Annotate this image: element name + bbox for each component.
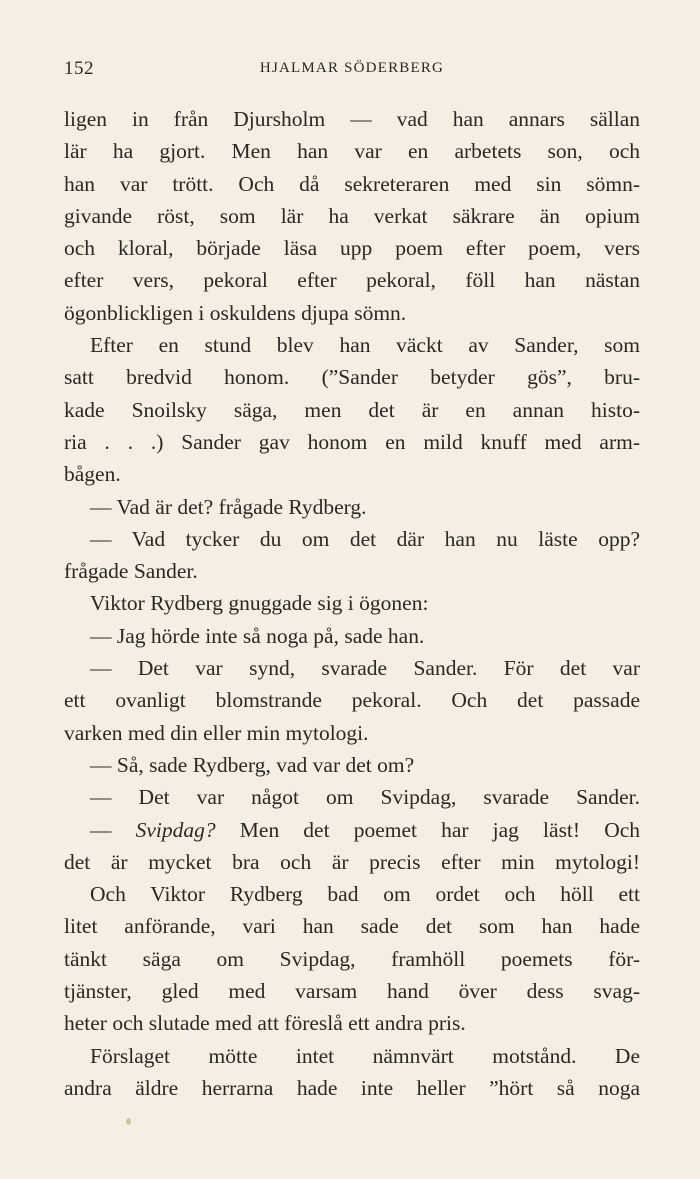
text-line-italic — [64, 814, 640, 846]
running-head: HJALMAR SÖDERBERG — [259, 60, 445, 76]
text-line: frågade Sander. — [64, 559, 198, 584]
text-line: tänkt säga om Svipdag, framhöll poemets för- — [64, 946, 640, 971]
text-line: ligen in från Djursholm — vad han annars sällan — [64, 107, 640, 131]
text-line: ria . . .) Sander gav honom en mild knuff med arm- — [64, 429, 640, 454]
text-line: — Jag hörde inte så noga på, sade han. — [90, 623, 425, 648]
page-header — [64, 58, 640, 88]
text-line: Och Viktor Rydberg bad om ordet och höll ett — [90, 882, 640, 907]
text-line: ögonblickligen i oskuldens djupa sömn. — [64, 300, 407, 325]
text-line: och kloral, började läsa upp poem efter poem, vers — [64, 236, 640, 261]
text-line: han var trött. Och då sekreteraren med sin sömn- — [64, 171, 640, 196]
text-line: det är mycket bra och är precis efter min mytologi! — [64, 849, 640, 874]
dash-prefix: — — [90, 817, 136, 842]
text-line: tjänster, gled med varsam hand över dess svag- — [64, 979, 640, 1004]
body-text — [64, 103, 640, 1104]
text-line: varken med din eller min mytologi. — [64, 720, 369, 745]
text-line: — Det var synd, svarade Sander. För det var — [90, 656, 640, 681]
page-number: 152 — [64, 58, 94, 79]
text-line: heter och slutade med att föreslå ett andra pris. — [64, 1011, 466, 1036]
text-line: — Så, sade Rydberg, vad var det om? — [90, 752, 415, 777]
space-suffix — [216, 818, 240, 842]
text-line: Viktor Rydberg gnuggade sig i ögonen: — [90, 591, 429, 616]
paper-speck — [126, 1118, 131, 1125]
text-line: kade Snoilsky säga, men det är en annan histo- — [64, 397, 640, 422]
text-line: — Vad tycker du om det där han nu läste opp? — [90, 526, 640, 551]
text-line: bågen. — [64, 462, 121, 487]
text-line: andra äldre herrarna hade inte heller ”hört så noga — [64, 1075, 640, 1100]
text-line: Förslaget mötte intet nämnvärt motstånd. De — [90, 1043, 640, 1068]
text-line: efter vers, pekoral efter pekoral, föll han nästan — [64, 268, 640, 293]
text-line: satt bredvid honom. (”Sander betyder gös”, bru- — [64, 365, 640, 390]
text-line: — Vad är det? frågade Rydberg. — [90, 494, 367, 519]
text-line: Efter en stund blev han väckt av Sander, som — [90, 333, 640, 358]
text-line: ett ovanligt blomstrande pekoral. Och det passade — [64, 688, 640, 713]
text-line: — Det var något om Svipdag, svarade Sander. — [90, 785, 640, 810]
text-line: litet anförande, vari han sade det som han hade — [64, 914, 640, 939]
text-line-rest: Men det poemet har jag läst! Och — [239, 817, 641, 842]
text-line: givande röst, som lär ha verkat säkrare än opium — [64, 203, 640, 228]
italic-word: Svipdag? — [135, 817, 216, 842]
text-line: lär ha gjort. Men han var en arbetets son, och — [64, 139, 640, 164]
